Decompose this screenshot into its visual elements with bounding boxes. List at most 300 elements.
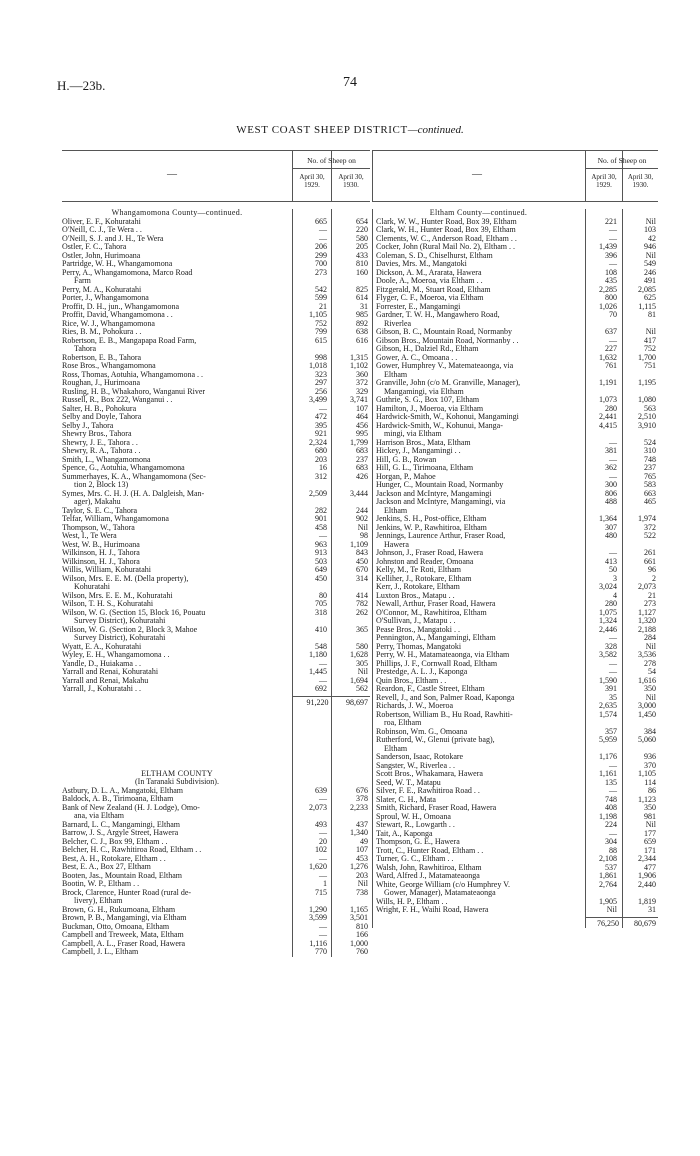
- owner-name: West, I., Te Wera: [62, 532, 117, 540]
- sheep-1930: 261: [644, 548, 656, 557]
- owner-name: Eltham: [384, 370, 408, 379]
- sheep-1929: 221: [605, 216, 617, 226]
- sheep-1930: 810: [356, 921, 368, 931]
- sheep-1930: 1,616: [638, 675, 656, 685]
- sheep-1929: 761: [605, 361, 617, 370]
- header-group-label: No. of Sheep on: [307, 156, 356, 165]
- sheep-1929: 1,861: [599, 871, 617, 880]
- owner-name: Shewry, R. A., Tahora . .: [62, 447, 141, 455]
- sheep-1929: 88: [609, 845, 617, 855]
- sheep-1929: —: [609, 786, 617, 795]
- table-row: [62, 626, 370, 635]
- sheep-1929: 1,905: [599, 896, 617, 906]
- table-row: [62, 337, 370, 346]
- owner-name: Pease Bros., Mangatoki . .: [376, 625, 460, 634]
- sheep-1930: 426: [356, 471, 368, 481]
- sheep-1929: 2,441: [599, 412, 617, 421]
- owner-name: Jackson and McIntyre, Mangamingi, via: [376, 498, 506, 506]
- sheep-1930: 810: [356, 259, 368, 268]
- owner-name: Ward, Alfred J., Matamateaonga: [376, 872, 480, 880]
- sheep-1930: Nil: [357, 879, 368, 888]
- sheep-1930: 1,819: [638, 896, 656, 906]
- owner-name: Telfar, William, Whangamomona: [62, 515, 169, 523]
- owner-name: O'Connor, M., Rawhitiroa, Eltham: [376, 608, 487, 617]
- sheep-1929: 1,324: [599, 616, 617, 625]
- sheep-1930: 3,444: [350, 488, 368, 498]
- sheep-1929: 3: [613, 573, 617, 583]
- left-table-body: [62, 209, 370, 957]
- owner-name: Davies, Mrs. M., Mangatoki: [376, 260, 467, 268]
- sheep-1929: 395: [315, 420, 327, 430]
- owner-name: Flyger, C. F., Moeroa, via Eltham: [376, 294, 484, 302]
- sheep-1929: 2,324: [309, 437, 327, 447]
- owner-name: O'Neill, S. J. and J. H., Te Wera: [62, 234, 164, 243]
- sheep-1929: 76,250: [597, 918, 619, 928]
- sheep-1929: 16: [319, 463, 327, 472]
- sheep-1930: 244: [356, 505, 368, 515]
- sheep-1930: 524: [644, 437, 656, 447]
- sheep-1930: Nil: [645, 216, 656, 226]
- sheep-1929: 256: [315, 386, 327, 396]
- sheep-1929: 1,620: [309, 862, 327, 871]
- sheep-1929: 1,075: [599, 607, 617, 617]
- sheep-1929: 21: [319, 301, 327, 311]
- sheep-1930: 676: [356, 785, 368, 795]
- sheep-1930: 1,127: [638, 607, 656, 617]
- owner-name: Thompson, W., Tahora: [62, 523, 135, 532]
- owner-name: Roughan, J., Hurimoana: [62, 379, 140, 387]
- sheep-1929: 542: [315, 284, 327, 294]
- sheep-1930: 437: [356, 819, 368, 829]
- owner-name: Oliver, E. F., Kohuratahi: [62, 217, 141, 226]
- sheep-1930: 614: [356, 293, 368, 302]
- sheep-1929: 410: [315, 624, 327, 634]
- owner-name: Selby and Doyle, Tahora: [62, 413, 142, 421]
- sheep-1930: 1,320: [638, 616, 656, 625]
- sheep-1929: 649: [315, 565, 327, 574]
- table-row: [62, 269, 370, 278]
- sheep-1930: 752: [644, 344, 656, 353]
- owner-name: Partridge, W. H., Whangamomona: [62, 260, 173, 268]
- sheep-1930: 562: [356, 684, 368, 693]
- owner-name: Dickson, A. M., Ararata, Hawera: [376, 268, 482, 277]
- sheep-1929: 493: [315, 819, 327, 829]
- sheep-1929: 3,582: [599, 650, 617, 659]
- owner-name: Brock, Clarence, Hunter Road (rural de-: [62, 888, 192, 897]
- left-table-header: [62, 150, 370, 202]
- owner-name: Wilson, W. G. (Section 2, Block 3, Mahoe: [62, 625, 198, 634]
- page-number: 74: [343, 75, 357, 90]
- sheep-1930: 2,233: [350, 802, 368, 812]
- owner-name: tion 2, Block 13): [74, 481, 129, 489]
- owner-name: Wyatt, E. A., Kohuratahi: [62, 642, 142, 651]
- sheep-1930: Nil: [645, 250, 656, 260]
- owner-name: Ries, B. M., Pohokura . .: [62, 328, 142, 336]
- owner-name: Robertson, William B., Hu Road, Rawhiti-: [376, 710, 513, 719]
- owner-name: Proffit, David, Whangamomona . .: [62, 311, 173, 319]
- sheep-1930: 1,109: [350, 539, 368, 549]
- owner-name: Reardon, F., Castle Street, Eltham: [376, 685, 485, 693]
- owner-name: Pennington, A., Mangamingi, Eltham: [376, 634, 496, 642]
- owner-name: ana, via Eltham: [74, 812, 124, 820]
- owner-name: roa, Eltham: [384, 719, 422, 727]
- sheep-1930: 3,741: [350, 395, 368, 404]
- owner-name: Cocker, John (Rural Mail No. 2), Eltham . .: [376, 243, 515, 251]
- sheep-1929: 998: [315, 352, 327, 362]
- sheep-1930: 384: [644, 726, 656, 736]
- table-row: [372, 711, 658, 720]
- sheep-1930: 350: [644, 803, 656, 812]
- owner-name: Clements, W. C., Anderson Road, Eltham . .: [376, 234, 517, 243]
- sheep-1930: Nil: [645, 820, 656, 829]
- sheep-1929: 408: [605, 803, 617, 812]
- owner-name: Wilkinson, H. J., Tahora: [62, 557, 140, 566]
- sheep-1929: —: [319, 794, 327, 803]
- owner-name: Hill, G. L., Tirimoana, Eltham: [376, 464, 474, 472]
- sheep-1930: 417: [644, 335, 656, 345]
- sheep-1930: 237: [356, 454, 368, 464]
- owner-name: Newall, Arthur, Fraser Road, Hawera: [376, 600, 496, 608]
- owner-name: Johnston and Reader, Omoana: [376, 557, 474, 566]
- sheep-1929: 480: [605, 531, 617, 540]
- sheep-1929: 102: [315, 845, 327, 854]
- sheep-1930: 549: [644, 259, 656, 268]
- owner-name: Silver, F. E., Rawhitiroa Road . .: [376, 787, 480, 795]
- sheep-1929: 1,632: [599, 352, 617, 362]
- sheep-1929: 4,415: [599, 420, 617, 430]
- sheep-1930: 2,344: [638, 854, 656, 863]
- owner-name: Yandle, D., Huiakama . .: [62, 659, 141, 668]
- sheep-1929: 3,024: [599, 582, 617, 591]
- owner-name: Fitzgerald, M., Stuart Road, Eltham: [376, 285, 491, 294]
- owner-name: Gardner, T. W. H., Mangawhero Road,: [376, 311, 500, 319]
- owner-name: Sangster, W., Riverlea . .: [376, 761, 455, 770]
- sheep-1930: Nil: [357, 522, 368, 532]
- owner-name: Hill, G. B., Rowan: [376, 455, 437, 464]
- sheep-1929: 800: [605, 293, 617, 302]
- sheep-1929: 323: [315, 369, 327, 379]
- owner-name: Booten, Jas., Mountain Road, Eltham: [62, 871, 182, 880]
- sheep-1929: 488: [605, 497, 617, 506]
- sheep-1929: 413: [605, 556, 617, 566]
- sheep-1930: 177: [644, 828, 656, 838]
- owner-name: Perry, Thomas, Mangatoki: [376, 642, 462, 651]
- sheep-1929: 396: [605, 250, 617, 260]
- sheep-1930: 843: [356, 548, 368, 557]
- sheep-1930: 262: [356, 607, 368, 617]
- owner-name: Hamilton, J., Moeroa, via Eltham: [376, 404, 484, 413]
- sheep-1930: 1,628: [350, 650, 368, 659]
- sheep-1929: —: [609, 633, 617, 642]
- owner-name: Gibson, H., Dalziel Rd., Eltham: [376, 345, 479, 353]
- sheep-1929: 1,176: [599, 752, 617, 761]
- header-col-1929: April 30, 1929.: [591, 173, 617, 189]
- owner-name: Ostler, John, Hurimoana: [62, 251, 141, 260]
- sheep-1930: Nil: [645, 641, 656, 651]
- owner-name: Granville, John (c/o M. Granville, Manager),: [376, 379, 521, 387]
- sheep-1929: 537: [605, 862, 617, 872]
- sheep-1929: 1,198: [599, 811, 617, 821]
- sheep-1929: 1,026: [599, 301, 617, 311]
- table-row: [372, 498, 658, 507]
- sheep-1930: 5,060: [638, 735, 656, 744]
- sheep-1929: —: [609, 667, 617, 676]
- owner-name: Smith, Richard, Fraser Road, Hawera: [376, 804, 497, 812]
- sheep-1929: 357: [605, 726, 617, 736]
- sheep-1930: 902: [356, 514, 368, 523]
- sheep-1930: 103: [644, 225, 656, 234]
- owner-name: Perry, W. H., Matamateaonga, via Eltham: [376, 651, 510, 659]
- sheep-1929: 1,364: [599, 514, 617, 523]
- sheep-1930: 1,799: [350, 437, 368, 447]
- sheep-1930: 2,073: [638, 582, 656, 591]
- sheep-1930: 160: [356, 267, 368, 277]
- owner-name: Campbell and Treweek, Mata, Eltham: [62, 931, 184, 939]
- owner-name: Bootin, W. P., Eltham . .: [62, 880, 140, 888]
- sheep-1930: 1,450: [638, 709, 656, 719]
- owner-name: Russell, R., Box 222, Wanganui . .: [62, 396, 173, 404]
- sheep-1929: 1,445: [309, 667, 327, 676]
- sheep-1929: —: [319, 828, 327, 837]
- table-row: [62, 889, 370, 898]
- sheep-1930: 825: [356, 284, 368, 294]
- owner-name: O'Sullivan, J., Matapu . .: [376, 617, 456, 625]
- owner-name: Eltham: [384, 744, 408, 753]
- sheep-1929: 91,220: [306, 697, 329, 707]
- header-col-1929: April 30, 1929.: [299, 173, 325, 189]
- sheep-1930: 583: [644, 480, 656, 489]
- owner-name: Forrester, E., Mangamingi: [376, 302, 461, 311]
- sheep-1929: 4: [613, 590, 617, 600]
- sheep-1929: 362: [605, 463, 617, 472]
- sheep-1930: 314: [356, 573, 368, 583]
- owner-name: Walsh, John, Rawhitiroa, Eltham: [376, 863, 482, 872]
- owner-name: Survey District), Kohuratahi: [74, 634, 166, 642]
- owner-name: Slater, C. H., Mata: [376, 795, 436, 804]
- sheep-1930: 370: [644, 760, 656, 770]
- sheep-1930: 350: [644, 684, 656, 693]
- owner-name: livery), Eltham: [74, 897, 123, 905]
- sheep-1930: 1,102: [350, 361, 368, 370]
- sheep-1930: Nil: [645, 327, 656, 336]
- owner-name: Perry, A., Whangamomona, Marco Road: [62, 268, 193, 277]
- owner-name: Robinson, Wm. G., Omoana: [376, 727, 468, 736]
- sheep-1929: —: [609, 760, 617, 770]
- sheep-1930: 738: [356, 887, 368, 897]
- sheep-1929: 715: [315, 887, 327, 897]
- table-row: [62, 609, 370, 618]
- sheep-1930: 1,315: [350, 352, 368, 362]
- owner-name: Yarrall, J., Kohuratahi . .: [62, 685, 141, 693]
- sheep-1930: 450: [356, 556, 368, 566]
- sheep-1930: 625: [644, 293, 656, 302]
- sheep-1929: 1,105: [309, 310, 327, 319]
- owner-name: Ross, Thomas, Aotuhia, Whangamomona . .: [62, 370, 204, 379]
- sheep-1930: 1,276: [350, 862, 368, 871]
- table-row: [372, 379, 658, 388]
- sheep-1929: 770: [315, 947, 327, 956]
- sheep-1930: 654: [356, 216, 368, 226]
- sheep-1929: 391: [605, 684, 617, 693]
- owner-name: Taylor, S. E. C., Tahora: [62, 506, 138, 515]
- sheep-1929: 705: [315, 599, 327, 608]
- sheep-1929: 1,161: [599, 769, 617, 778]
- owner-name: Rice, W. J., Whangamomona: [62, 319, 155, 328]
- owner-name: Johnson, J., Fraser Road, Hawera: [376, 549, 484, 557]
- sheep-1930: 42: [648, 233, 656, 243]
- owner-name: Luxton Bros., Matapu . .: [376, 591, 455, 600]
- sheep-1929: —: [319, 658, 327, 668]
- sheep-1929: 1,073: [599, 395, 617, 404]
- sheep-1929: 799: [315, 327, 327, 336]
- sheep-1930: 3,501: [350, 913, 368, 922]
- sheep-1929: 203: [315, 454, 327, 464]
- sheep-1930: 981: [644, 811, 656, 821]
- sheep-1929: 963: [315, 539, 327, 549]
- owner-name: Summerhayes, K. A., Whangamomona (Sec-: [62, 472, 206, 481]
- sheep-1930: 329: [356, 386, 368, 396]
- page-title: WEST COAST SHEEP DISTRICT—continued.: [236, 124, 464, 136]
- owner-name: Kerr, J., Rotokare, Eltham: [376, 583, 460, 591]
- table-row: [62, 490, 370, 499]
- sheep-1929: 1,191: [599, 378, 617, 387]
- owner-name: Rusling, H. B., Whakahoro, Wanganui River: [62, 387, 206, 396]
- owner-name: Wilson, T. H. S., Kohuratahi: [62, 600, 154, 608]
- sheep-1929: 381: [605, 446, 617, 455]
- owner-name: Proffit, D. H., jun., Whangamomona: [62, 302, 180, 311]
- owner-name: Horgan, P., Mahoe: [376, 472, 436, 481]
- sheep-1930: 246: [644, 267, 656, 277]
- sheep-1930: 3,910: [638, 420, 656, 430]
- sheep-1929: 299: [315, 250, 327, 260]
- sheep-1930: 98: [360, 531, 368, 540]
- sheep-1930: 81: [648, 310, 656, 319]
- owner-name: Jackson and McIntyre, Mangamingi: [376, 489, 492, 498]
- sheep-1929: —: [319, 921, 327, 931]
- owner-name: Symes, Mrs. C. H. J. (H. A. Dalgleish, Man-: [62, 489, 205, 498]
- sheep-1929: 2,764: [599, 879, 617, 889]
- section-heading: ELTHAM COUNTY: [141, 768, 213, 778]
- sheep-1929: 665: [315, 216, 327, 226]
- sheep-1929: 913: [315, 548, 327, 557]
- sheep-1929: 680: [315, 446, 327, 455]
- sheep-1929: Nil: [606, 905, 617, 914]
- owner-name: Yarrall and Renai, Kohuratahi: [62, 668, 159, 676]
- sheep-1929: —: [609, 658, 617, 668]
- table-row: [372, 736, 658, 745]
- sheep-1930: 748: [644, 454, 656, 464]
- sheep-1930: 96: [648, 565, 656, 574]
- sheep-1930: Nil: [357, 667, 368, 676]
- sheep-1929: 692: [315, 684, 327, 693]
- table-row: [62, 575, 370, 584]
- section-heading: Whangamomona County—continued.: [111, 208, 243, 217]
- owner-name: Porter, J., Whangamomona: [62, 294, 149, 302]
- owner-name: Campbell, J. L., Eltham: [62, 948, 139, 956]
- sheep-1930: 372: [356, 378, 368, 387]
- owner-name: Farm: [74, 277, 91, 285]
- owner-name: Selby J., Tahora: [62, 421, 114, 430]
- sheep-1930: 946: [644, 242, 656, 251]
- sheep-1929: —: [609, 548, 617, 557]
- owner-name: Salter, H. B., Pohokura: [62, 404, 137, 413]
- owner-name: Robertson, E. B., Mangapapa Road Farm,: [62, 336, 197, 345]
- sheep-1930: 49: [360, 836, 368, 846]
- sheep-1930: 86: [648, 786, 656, 795]
- sheep-1930: 171: [644, 845, 656, 855]
- owner-name: Shewry, J. E., Tahora . .: [62, 438, 138, 447]
- sheep-1930: 114: [644, 777, 656, 787]
- sheep-1930: 203: [356, 870, 368, 880]
- sheep-1930: 670: [356, 565, 368, 574]
- sheep-1929: 50: [609, 565, 617, 574]
- sheep-1929: 435: [605, 276, 617, 285]
- table-row: [372, 362, 658, 371]
- sheep-1929: —: [609, 437, 617, 447]
- sheep-1929: 1,180: [309, 650, 327, 659]
- sheep-1930: 1,340: [350, 828, 368, 837]
- sheep-1930: 563: [644, 403, 656, 413]
- sheep-1930: 491: [644, 276, 656, 285]
- sheep-1930: 107: [356, 403, 368, 413]
- owner-name: Willis, William, Kohuratahi: [62, 566, 151, 574]
- sheep-1929: 2,108: [599, 854, 617, 863]
- owner-name: Survey District), Kohuratahi: [74, 617, 166, 625]
- sheep-1929: 637: [605, 327, 617, 336]
- sheep-1929: 921: [315, 429, 327, 438]
- sheep-1929: 639: [315, 785, 327, 795]
- sheep-1929: 2,509: [309, 488, 327, 498]
- sheep-1930: 2,085: [638, 284, 656, 294]
- owner-name: White, George William (c/o Humphrey V.: [376, 880, 510, 889]
- sheep-1929: 280: [605, 403, 617, 413]
- sheep-1930: 1,105: [638, 769, 656, 778]
- owner-name: Clark, W. H., Hunter Road, Box 39, Eltham: [376, 226, 516, 234]
- sheep-1929: 752: [315, 318, 327, 328]
- owner-name: Sanderson, Isaac, Rotokare: [376, 753, 464, 761]
- owner-name: Hawera: [384, 540, 409, 549]
- sheep-1930: 456: [356, 420, 368, 430]
- sheep-1930: 1,974: [638, 514, 656, 523]
- sheep-1929: 2,446: [599, 624, 617, 634]
- sheep-1930: 663: [644, 488, 656, 498]
- table-row: [372, 532, 658, 541]
- sheep-1930: 305: [356, 658, 368, 668]
- sheep-1929: 2,635: [599, 701, 617, 710]
- sheep-1929: 1,590: [599, 675, 617, 685]
- sheep-1930: 465: [644, 497, 656, 506]
- sheep-1929: 1,018: [309, 361, 327, 370]
- owner-name: West, W. B., Hurimoana: [62, 540, 140, 549]
- owner-name: Shewry Bros., Tahora: [62, 430, 132, 438]
- owner-name: Jenkins, S. H., Post-office, Eltham: [376, 515, 487, 523]
- sheep-1929: 304: [605, 837, 617, 846]
- owner-name: Smith, L., Whangamomona: [62, 455, 151, 464]
- sheep-1930: 372: [644, 522, 656, 532]
- owner-name: Coleman, S. D., Chiselhurst, Eltham: [376, 251, 493, 260]
- owner-name: Tahora: [74, 345, 97, 353]
- owner-name: Wilkinson, H. J., Tahora: [62, 549, 140, 557]
- owner-name: Seed, W. T., Matapu: [376, 778, 441, 787]
- sheep-1929: 2,285: [599, 284, 617, 294]
- sheep-1930: 284: [644, 633, 656, 642]
- owner-name: Gibson Bros., Mountain Road, Normanby . .: [376, 336, 519, 345]
- sheep-1930: 3,536: [638, 650, 656, 659]
- sheep-1930: 310: [644, 446, 656, 455]
- owner-name: Astbury, D. L. A., Mangatoki, Eltham: [62, 786, 184, 795]
- header-dash: —: [167, 169, 177, 180]
- owner-name: Stewart, R., Lowgarth . .: [376, 821, 455, 829]
